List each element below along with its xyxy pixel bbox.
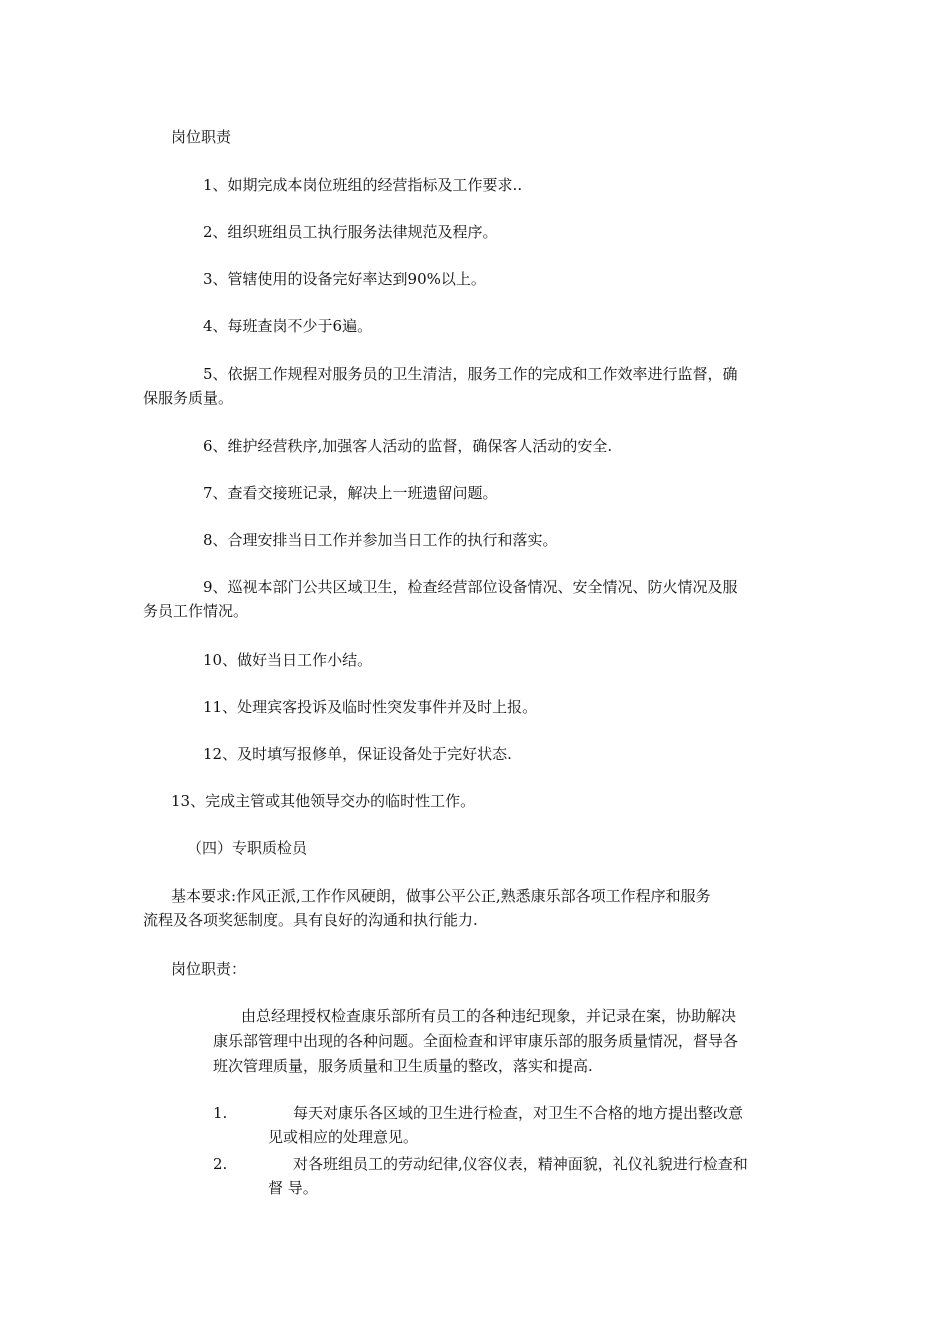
duty-item-13: 13、完成主管或其他领导交办的临时性工作。: [171, 792, 476, 810]
duty-item-11: 11、处理宾客投诉及临时性突发事件并及时上报。: [203, 698, 538, 716]
duty-item-3: 3、管辖使用的设备完好率达到90%以上。: [203, 270, 486, 288]
numbered-item-1-line1: 每天对康乐各区域的卫生进行检查，对卫生不合格的地方提出整改意: [293, 1104, 744, 1122]
duty-item-9-line1: 9、巡视本部门公共区域卫生，检查经营部位设备情况、安全情况、防火情况及服: [203, 578, 738, 596]
duty-item-5-line2: 保服务质量。: [143, 389, 234, 407]
numbered-item-2-line1: 对各班组员工的劳动纪律,仪容仪表，精神面貌，礼仪礼貌进行检查和: [293, 1155, 748, 1173]
section-title: （四）专职质检员: [187, 839, 308, 857]
duty-item-5-line1: 5、依据工作规程对服务员的卫生清洁，服务工作的完成和工作效率进行监督，确: [203, 365, 738, 383]
duty-item-8: 8、合理安排当日工作并参加当日工作的执行和落实。: [203, 531, 558, 549]
numbered-item-2-number: 2.: [213, 1155, 228, 1173]
heading-job-duties: 岗位职责: [171, 128, 232, 146]
numbered-item-2-line2: 督 导。: [268, 1179, 318, 1197]
heading-job-duties-2: 岗位职责：: [171, 960, 247, 978]
duty-item-9-line2: 务员工作情况。: [143, 602, 249, 620]
numbered-item-1-number: 1.: [213, 1104, 228, 1122]
duty-item-6: 6、维护经营秩序,加强客人活动的监督，确保客人活动的安全.: [203, 437, 613, 455]
duty-item-2: 2、组织班组员工执行服务法律规范及程序。: [203, 223, 498, 241]
duty-item-4: 4、每班查岗不少于6遍。: [203, 317, 373, 335]
duty-item-10: 10、做好当日工作小结。: [203, 651, 373, 669]
basic-requirement-line2: 流程及各项奖惩制度。具有良好的沟通和执行能力.: [143, 911, 478, 929]
paragraph-line2: 康乐部管理中出现的各种问题。全面检查和评审康乐部的服务质量情况，督导各: [213, 1032, 739, 1050]
numbered-item-1-line2: 见或相应的处理意见。: [268, 1128, 419, 1146]
duty-item-7: 7、查看交接班记录，解决上一班遗留问题。: [203, 484, 498, 502]
duty-item-1: 1、如期完成本岗位班组的经营指标及工作要求..: [203, 176, 523, 194]
paragraph-line3: 班次管理质量，服务质量和卫生质量的整改，落实和提高.: [213, 1057, 593, 1075]
duty-item-12: 12、及时填写报修单，保证设备处于完好状态.: [203, 745, 512, 763]
paragraph-line1: 由总经理授权检查康乐部所有员工的各种违纪现象，并记录在案，协助解决: [241, 1007, 737, 1025]
basic-requirement-line1: 基本要求:作风正派,工作作风硬朗，做事公平公正,熟悉康乐部各项工作程序和服务: [171, 887, 711, 905]
